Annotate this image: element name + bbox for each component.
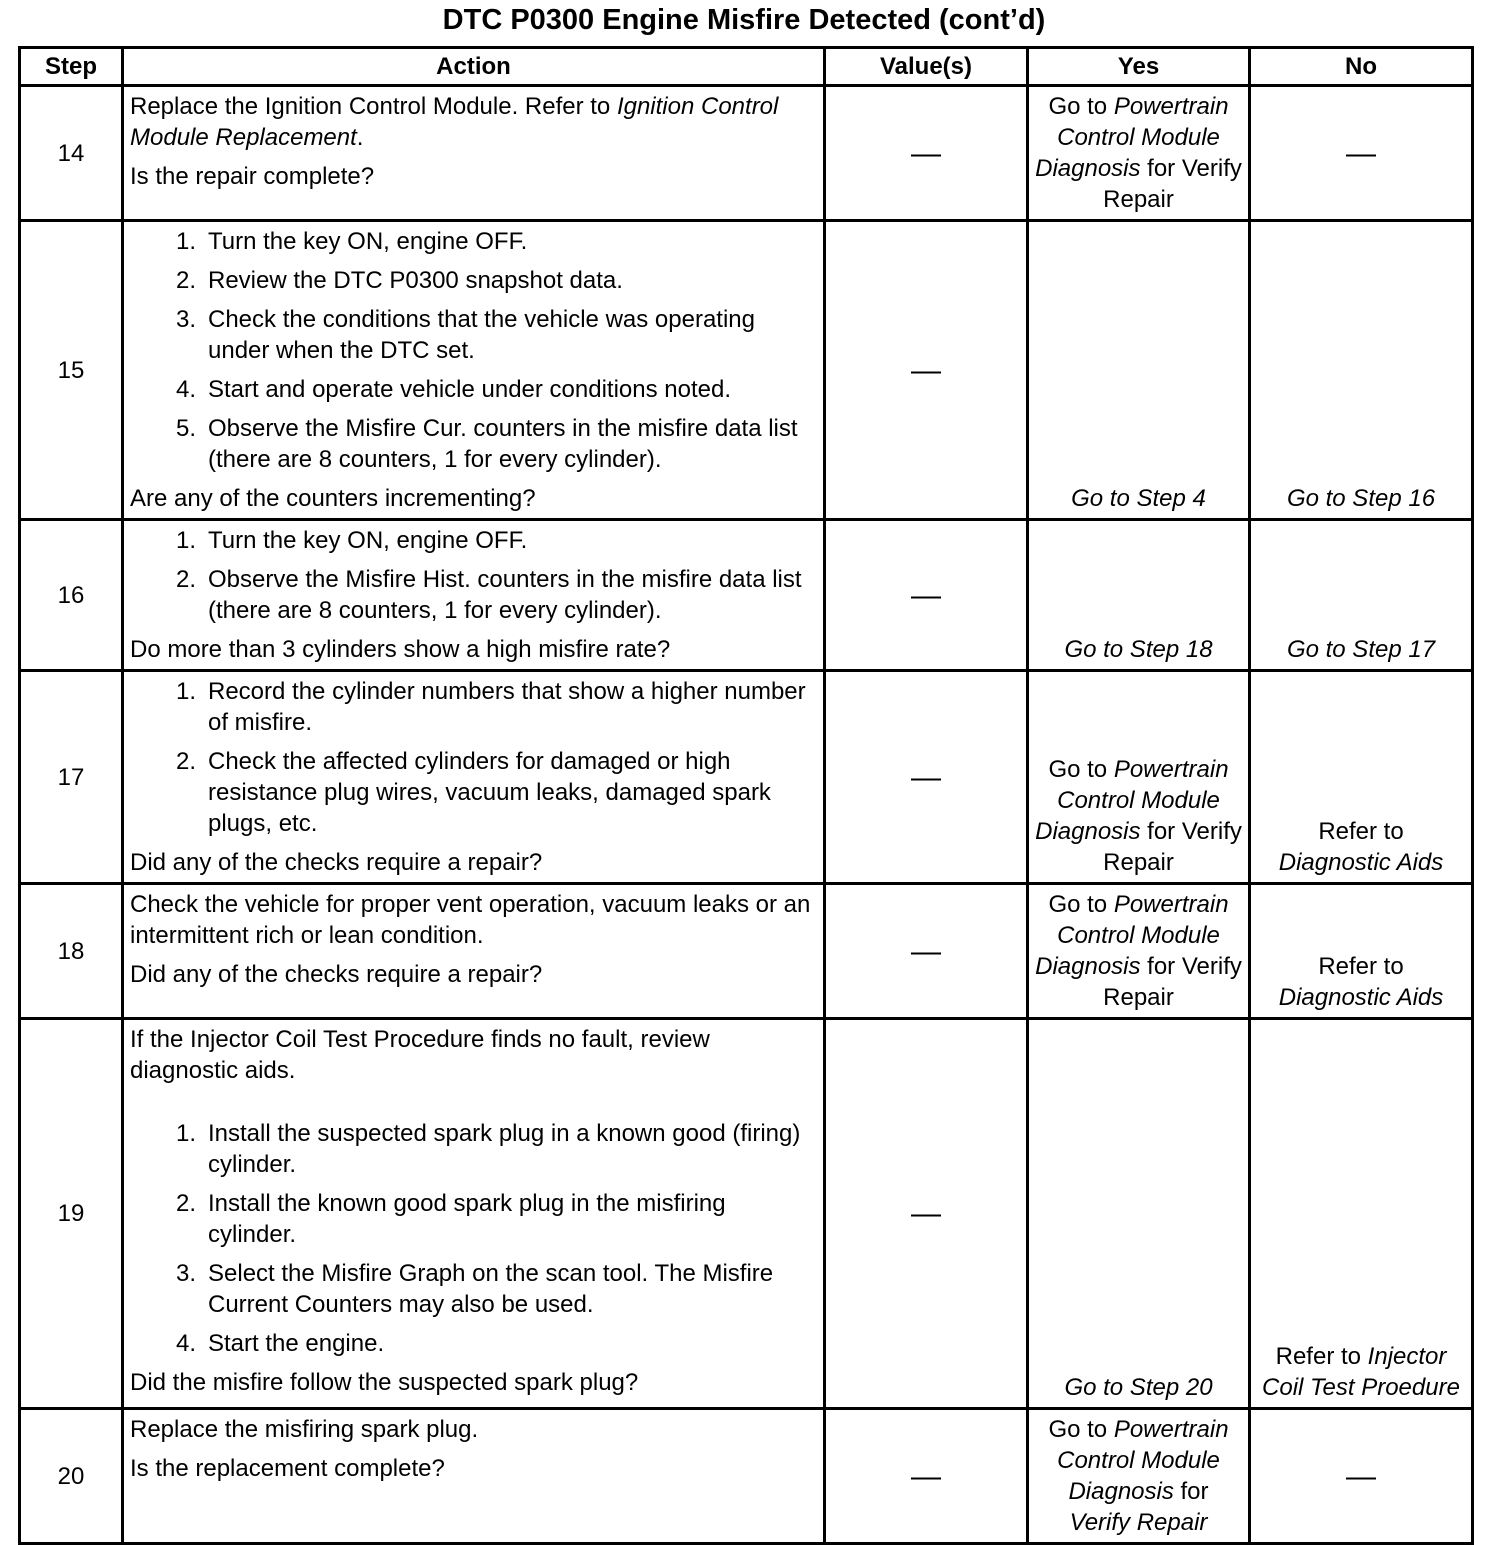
action-intro: Check the vehicle for proper vent operation, vacuum leaks or an intermittent rich or lean condition. <box>130 891 811 949</box>
action-question: Is the replacement complete? <box>130 1455 445 1482</box>
yes-cell: Go to Step 4 <box>1028 221 1250 520</box>
action-cell <box>123 520 825 671</box>
list-item: 1. Record the cylinder numbers that show a higher number of misfire. <box>175 678 806 736</box>
value-cell: — <box>825 1019 1028 1409</box>
no-cell: Go to Step 17 <box>1250 520 1473 671</box>
page-title: DTC P0300 Engine Misfire Detected (cont’d) <box>442 4 1046 36</box>
list-item: 2. Install the known good spark plug in the misfiring cylinder. <box>175 1190 726 1248</box>
header-yes: Yes <box>1028 48 1250 86</box>
step-number: 15 <box>20 221 123 520</box>
step-number: 18 <box>20 884 123 1019</box>
yes-cell: Go to Powertrain Control Module Diagnosis for Verify Repair <box>1028 1409 1250 1544</box>
yes-cell: Go to Powertrain Control Module Diagnosis for Verify Repair <box>1028 671 1250 884</box>
step-number: 17 <box>20 671 123 884</box>
step-number: 14 <box>20 86 123 221</box>
list-item: 2. Review the DTC P0300 snapshot data. <box>175 267 623 294</box>
action-intro: Replace the misfiring spark plug. <box>130 1416 479 1443</box>
action-step-list <box>130 525 817 626</box>
action-question: Did the misfire follow the suspected spark plug? <box>130 1369 639 1396</box>
action-cell <box>123 884 825 1019</box>
list-item: 3. Check the conditions that the vehicle was operating under when the DTC set. <box>175 306 755 364</box>
no-cell: — <box>1250 1409 1473 1544</box>
step-number: 20 <box>20 1409 123 1544</box>
table-row-step-16 <box>20 520 1473 671</box>
list-item: 4. Start the engine. <box>175 1330 385 1357</box>
step-number: 16 <box>20 520 123 671</box>
action-step-list <box>130 676 817 839</box>
action-cell <box>123 86 825 221</box>
header-row <box>20 48 1473 86</box>
table-row-step-17 <box>20 671 1473 884</box>
no-cell: Refer to Diagnostic Aids <box>1250 884 1473 1019</box>
action-cell <box>123 1019 825 1409</box>
list-item: 1. Turn the key ON, engine OFF. <box>175 228 528 255</box>
step-number: 19 <box>20 1019 123 1409</box>
table-row-step-15 <box>20 221 1473 520</box>
action-step-list <box>130 226 817 475</box>
action-question: Is the repair complete? <box>130 163 375 190</box>
no-cell: Go to Step 16 <box>1250 221 1473 520</box>
action-intro: Replace the Ignition Control Module. Refer to Ignition Control Module Replacement. <box>130 93 779 151</box>
no-cell: Refer to Injector Coil Test Proedure <box>1250 1019 1473 1409</box>
value-cell: — <box>825 671 1028 884</box>
list-item: 2. Check the affected cylinders for damaged or high resistance plug wires, vacuum leaks, damaged spark plugs, etc. <box>175 748 771 837</box>
header-action: Action <box>123 48 825 86</box>
yes-cell: Go to Step 20 <box>1028 1019 1250 1409</box>
action-step-list <box>130 1118 817 1359</box>
list-item: 3. Select the Misfire Graph on the scan tool. The Misfire Current Counters may also be used. <box>175 1260 774 1318</box>
value-cell: — <box>825 884 1028 1019</box>
yes-cell: Go to Powertrain Control Module Diagnosis for Verify Repair <box>1028 86 1250 221</box>
list-item: 5. Observe the Misfire Cur. counters in the misfire data list (there are 8 counters, 1 for every cylinder). <box>175 415 798 473</box>
list-item: 1. Turn the key ON, engine OFF. <box>175 527 528 554</box>
action-question: Are any of the counters incrementing? <box>130 485 536 512</box>
header-step: Step <box>20 48 123 86</box>
yes-cell: Go to Powertrain Control Module Diagnosis for Verify Repair <box>1028 884 1250 1019</box>
no-cell: — <box>1250 86 1473 221</box>
action-cell <box>123 671 825 884</box>
table-row-step-18 <box>20 884 1473 1019</box>
list-item: 1. Install the suspected spark plug in a known good (firing) cylinder. <box>175 1120 801 1178</box>
header-values: Value(s) <box>825 48 1028 86</box>
diagnostic-table <box>18 46 1474 1545</box>
list-item: 4. Start and operate vehicle under conditions noted. <box>175 376 732 403</box>
value-cell: — <box>825 221 1028 520</box>
header-no: No <box>1250 48 1473 86</box>
table-row-step-14 <box>20 86 1473 221</box>
yes-cell: Go to Step 18 <box>1028 520 1250 671</box>
action-question: Did any of the checks require a repair? <box>130 849 543 876</box>
value-cell: — <box>825 520 1028 671</box>
action-question: Did any of the checks require a repair? <box>130 961 543 988</box>
value-cell: — <box>825 86 1028 221</box>
action-intro: If the Injector Coil Test Procedure finds no fault, review diagnostic aids. <box>130 1026 710 1084</box>
action-cell <box>123 1409 825 1544</box>
value-cell: — <box>825 1409 1028 1544</box>
action-cell <box>123 221 825 520</box>
action-question: Do more than 3 cylinders show a high misfire rate? <box>130 636 671 663</box>
no-cell: Refer to Diagnostic Aids <box>1250 671 1473 884</box>
list-item: 2. Observe the Misfire Hist. counters in the misfire data list (there are 8 counters, 1 for every cylinder). <box>175 566 802 624</box>
table-row-step-19 <box>20 1019 1473 1409</box>
table-row-step-20 <box>20 1409 1473 1544</box>
